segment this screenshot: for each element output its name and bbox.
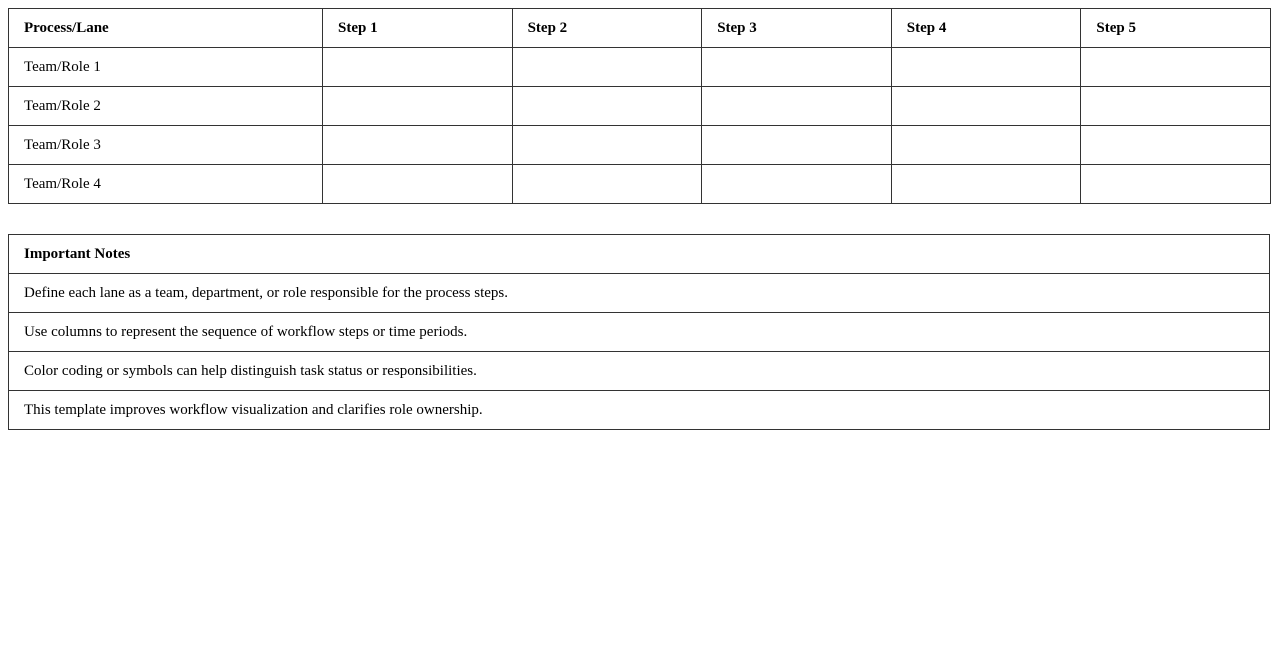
header-step-1: Step 1 — [323, 9, 513, 48]
table-cell — [323, 48, 513, 87]
table-cell — [512, 165, 702, 204]
table-cell — [1081, 87, 1271, 126]
list-item — [9, 352, 1270, 391]
table-cell — [891, 165, 1081, 204]
note-text: Color coding or symbols can help distinguish task status or responsibilities. — [9, 352, 1270, 391]
table-row — [9, 165, 1271, 204]
table-cell — [891, 126, 1081, 165]
table-cell — [512, 48, 702, 87]
table-cell — [891, 87, 1081, 126]
table-cell — [702, 48, 892, 87]
header-step-2: Step 2 — [512, 9, 702, 48]
table-row — [9, 87, 1271, 126]
table-cell — [323, 165, 513, 204]
header-process-lane: Process/Lane — [9, 9, 323, 48]
table-cell — [702, 87, 892, 126]
table-cell — [1081, 48, 1271, 87]
swimlane-table — [8, 8, 1271, 204]
table-cell — [1081, 165, 1271, 204]
table-cell — [323, 126, 513, 165]
table-cell — [1081, 126, 1271, 165]
table-cell — [512, 126, 702, 165]
notes-header: Important Notes — [9, 235, 1270, 274]
swimlane-header-row — [9, 9, 1271, 48]
lane-label: Team/Role 3 — [9, 126, 323, 165]
lane-label: Team/Role 2 — [9, 87, 323, 126]
note-text: Define each lane as a team, department, or role responsible for the process steps. — [9, 274, 1270, 313]
table-cell — [512, 87, 702, 126]
note-text: This template improves workflow visualization and clarifies role ownership. — [9, 391, 1270, 430]
table-row — [9, 48, 1271, 87]
header-step-4: Step 4 — [891, 9, 1081, 48]
list-item — [9, 391, 1270, 430]
table-cell — [891, 48, 1081, 87]
list-item — [9, 274, 1270, 313]
lane-label: Team/Role 4 — [9, 165, 323, 204]
table-cell — [323, 87, 513, 126]
notes-header-row — [9, 235, 1270, 274]
table-row — [9, 126, 1271, 165]
notes-table — [8, 234, 1270, 430]
table-cell — [702, 126, 892, 165]
header-step-5: Step 5 — [1081, 9, 1271, 48]
table-cell — [702, 165, 892, 204]
note-text: Use columns to represent the sequence of workflow steps or time periods. — [9, 313, 1270, 352]
list-item — [9, 313, 1270, 352]
header-step-3: Step 3 — [702, 9, 892, 48]
lane-label: Team/Role 1 — [9, 48, 323, 87]
